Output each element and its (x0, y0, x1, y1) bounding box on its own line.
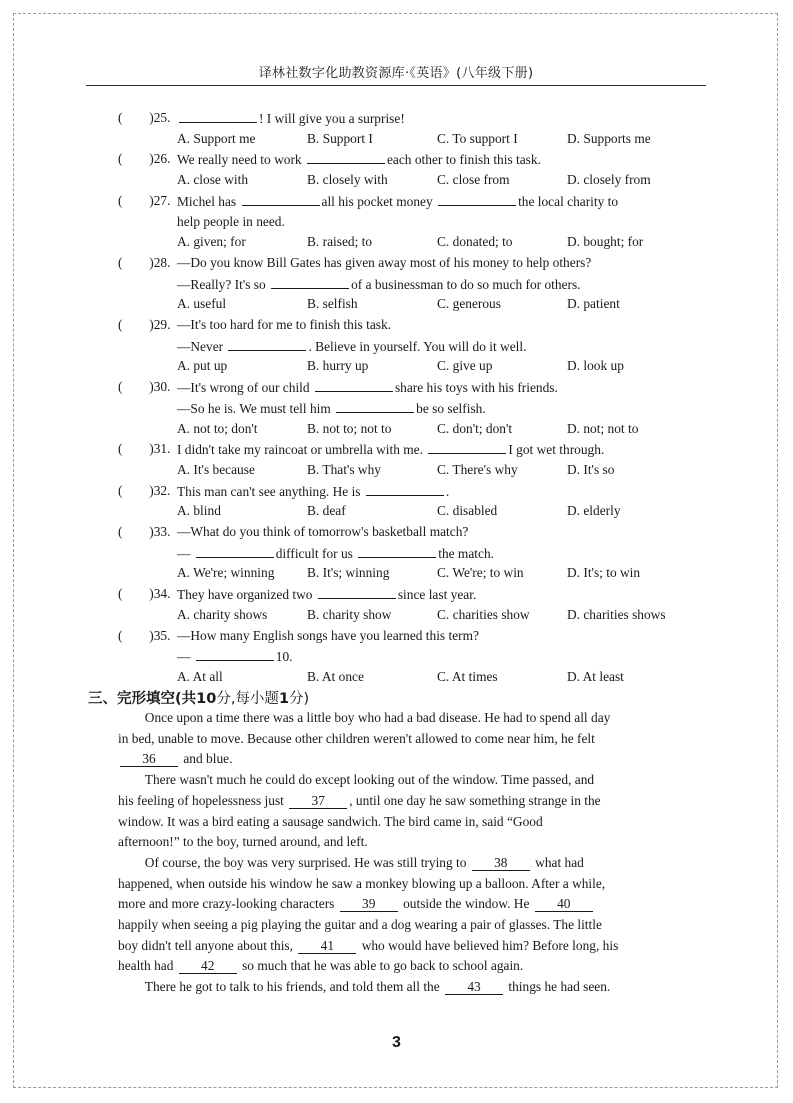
question-text-segment: . Believe in yourself. You will do it well. (308, 338, 527, 354)
answer-option[interactable]: C. don't; don't (437, 420, 513, 436)
answer-option[interactable]: C. disabled (437, 503, 498, 519)
passage-text: boy didn't tell anyone about this, (118, 937, 297, 953)
passage-line (118, 814, 543, 830)
question-number: ( )31. (118, 441, 171, 457)
cloze-blank-38[interactable]: 38 (472, 856, 530, 871)
answer-blank[interactable] (366, 483, 444, 496)
answer-option[interactable]: A. Support me (177, 130, 256, 146)
page-header: 译林社数字化助教资源库·《英语》(八年级下册) (258, 66, 534, 81)
answer-option[interactable]: A. charity shows (177, 606, 268, 622)
question-text-segment: each other to finish this task. (386, 152, 541, 168)
question-number: ( )26. (118, 151, 171, 167)
answer-option[interactable]: D. patient (567, 296, 620, 312)
question-number: ( )25. (118, 110, 171, 125)
question-number: ( )34. (118, 586, 171, 602)
answer-option[interactable]: B. That's why (307, 461, 381, 477)
answer-option[interactable]: C. generous (437, 296, 501, 312)
question-text (177, 255, 591, 271)
question-text-segment: help people in need. (177, 213, 285, 229)
answer-blank[interactable] (271, 276, 349, 289)
question-number: ( )32. (118, 482, 171, 498)
question-text-segment: —It's too hard for me to finish this task. (177, 317, 392, 332)
answer-blank[interactable] (318, 586, 396, 599)
question-text (177, 524, 468, 540)
cloze-blank-40[interactable]: 40 (535, 897, 593, 912)
question-text-segment: — (177, 649, 191, 665)
section-point-each: 1 (278, 691, 290, 707)
answer-blank[interactable] (196, 545, 274, 558)
answer-option[interactable]: B. raised; to (307, 234, 373, 250)
question-text-segment: 10. (275, 649, 293, 665)
passage-line (118, 979, 610, 995)
question-text-segment: —Never (177, 338, 224, 354)
passage-line (118, 731, 595, 747)
answer-option[interactable]: A. At all (177, 668, 223, 684)
passage-text: , until one day he saw something strange in the (349, 792, 601, 808)
passage-line (118, 855, 584, 871)
cloze-blank-39[interactable]: 39 (340, 897, 398, 912)
passage-line (118, 958, 523, 974)
answer-option[interactable]: D. closely from (567, 172, 651, 188)
passage-line (118, 896, 595, 912)
answer-option[interactable]: D. not; not to (567, 420, 639, 436)
passage-text: who would have believed him? Before long, his (358, 937, 619, 953)
question-number: ( )30. (118, 379, 171, 395)
passage-text: what had (531, 854, 584, 870)
passage-text: There wasn't much he could do except looking out of the window. Time passed, and (118, 772, 595, 788)
passage-line (118, 772, 594, 788)
answer-option[interactable]: A. given; for (177, 234, 246, 250)
question-text-segment: all his pocket money (321, 193, 433, 209)
question-text-segment: I got wet through. (508, 442, 605, 458)
answer-blank[interactable] (196, 648, 274, 661)
question-text-segment: difficult for us (275, 545, 353, 561)
answer-option[interactable]: A. not to; don't (177, 420, 258, 436)
answer-blank[interactable] (428, 441, 506, 454)
question-text-segment: —So he is. We must tell him (177, 400, 331, 416)
question-text (177, 483, 449, 500)
passage-line (118, 876, 605, 892)
answer-option[interactable]: C. At times (437, 668, 498, 684)
question-text-segment: — (177, 545, 191, 561)
section-title (88, 687, 309, 708)
question-number: ( )35. (118, 627, 171, 643)
question-text-segment: . (445, 483, 450, 499)
answer-option[interactable]: D. charities shows (567, 606, 666, 622)
question-text-segment: ! I will give you a surprise! (259, 111, 405, 126)
section-title-mid: 分,每小题 (216, 691, 279, 707)
passage-text: things he had seen. (505, 979, 611, 995)
question-text (177, 276, 581, 293)
question-text (177, 628, 479, 644)
cloze-blank-41[interactable]: 41 (298, 939, 356, 954)
question-text (177, 193, 618, 210)
question-number: ( )27. (118, 192, 171, 208)
question-text-segment: the local charity to (518, 193, 619, 209)
question-text (177, 545, 494, 562)
passage-text: happened, when outside his window he saw a monkey blowing up a balloon. After a while, (118, 875, 606, 891)
question-text-segment: —It's wrong of our child (177, 380, 310, 396)
answer-option[interactable]: C. close from (437, 172, 510, 188)
section-title-end: 分) (289, 691, 310, 707)
passage-text: outside the window. He (399, 896, 533, 912)
answer-blank[interactable] (242, 193, 320, 206)
passage-text: window. It was a bird eating a sausage sandwich. The bird came in, said “Good (118, 813, 543, 829)
answer-option[interactable]: B. charity show (307, 606, 392, 622)
answer-option[interactable]: D. Supports me (567, 130, 651, 146)
question-text (177, 441, 604, 458)
cloze-blank-43[interactable]: 43 (445, 980, 503, 995)
question-text (177, 648, 293, 665)
passage-line (118, 917, 602, 933)
question-text (177, 586, 476, 603)
passage-text: afternoon!” to the boy, turned around, and left. (118, 834, 368, 850)
question-text-segment: —Really? It's so (177, 276, 266, 292)
answer-option[interactable]: A. close with (177, 172, 249, 188)
question-text (177, 379, 558, 396)
passage-text: Of course, the boy was very surprised. He was still trying to (118, 854, 470, 870)
cloze-blank-42[interactable]: 42 (179, 959, 237, 974)
question-text-segment: I didn't take my raincoat or umbrella with me. (177, 442, 423, 458)
answer-option[interactable]: A. We're; winning (177, 565, 275, 581)
question-text-segment: —How many English songs have you learned this term? (177, 627, 479, 643)
question-text-segment: —Do you know Bill Gates has given away most of his money to help others? (177, 254, 592, 270)
question-text (177, 338, 526, 355)
question-text-segment: since last year. (397, 587, 477, 603)
answer-option[interactable]: C. There's why (437, 461, 518, 477)
answer-blank[interactable] (336, 400, 414, 413)
passage-text: so much that he was able to go back to school again. (238, 958, 524, 974)
answer-option[interactable]: A. It's because (177, 461, 255, 477)
answer-option[interactable]: A. put up (177, 358, 228, 374)
answer-option[interactable]: B. closely with (307, 172, 388, 188)
header-rule (86, 85, 706, 86)
passage-line (118, 793, 601, 809)
answer-blank[interactable] (228, 338, 306, 351)
answer-option[interactable]: B. not to; not to (307, 420, 392, 436)
answer-option[interactable]: B. Support I (307, 130, 373, 146)
question-text-segment: —What do you think of tomorrow's basketball match? (177, 524, 469, 539)
question-text-segment: We really need to work (177, 152, 302, 168)
question-number: ( )33. (118, 524, 171, 539)
question-text (177, 400, 486, 417)
cloze-blank-36[interactable]: 36 (120, 752, 178, 767)
question-text (177, 151, 541, 168)
section-title-start: 三、完形填空(共 (88, 691, 197, 707)
question-text-segment: of a businessman to do so much for others. (351, 276, 581, 292)
question-text (177, 317, 391, 333)
passage-text: his feeling of hopelessness just (118, 792, 288, 808)
answer-option[interactable]: D. look up (567, 358, 624, 374)
cloze-blank-37[interactable]: 37 (289, 794, 347, 809)
answer-option[interactable]: B. deaf (307, 503, 346, 519)
question-text-segment: Michel has (177, 193, 237, 209)
passage-line (118, 710, 610, 726)
passage-text: health had (118, 958, 177, 974)
passage-line (118, 938, 618, 954)
question-text (177, 110, 405, 127)
answer-option[interactable]: B. It's; winning (307, 565, 390, 581)
answer-option[interactable]: C. give up (437, 358, 493, 374)
answer-blank[interactable] (438, 193, 516, 206)
passage-line (118, 834, 368, 850)
question-text (177, 214, 285, 230)
answer-blank[interactable] (179, 110, 257, 123)
answer-option[interactable]: C. To support I (437, 130, 518, 146)
question-text-segment: share his toys with his friends. (394, 380, 558, 396)
passage-text: in bed, unable to move. Because other children weren't allowed to come near him, he felt (118, 730, 595, 746)
passage-text: happily when seeing a pig playing the guitar and a dog wearing a pair of glasses. The little (118, 917, 602, 932)
page-number: 3 (392, 1034, 401, 1051)
answer-option[interactable]: B. hurry up (307, 358, 369, 374)
question-number: ( )28. (118, 254, 171, 270)
answer-option[interactable]: D. It's; to win (567, 565, 641, 581)
passage-text: and blue. (180, 751, 233, 767)
passage-text: more and more crazy-looking characters (118, 896, 338, 912)
answer-option[interactable]: D. It's so (567, 461, 615, 477)
answer-blank[interactable] (315, 379, 393, 392)
answer-option[interactable]: D. elderly (567, 503, 621, 519)
answer-option[interactable]: B. selfish (307, 296, 358, 312)
answer-option[interactable]: B. At once (307, 668, 364, 684)
passage-text: Once upon a time there was a little boy who had a bad disease. He had to spend all day (118, 710, 611, 725)
question-text-segment: They have organized two (177, 587, 313, 603)
answer-option[interactable]: D. bought; for (567, 234, 644, 250)
answer-blank[interactable] (307, 151, 385, 164)
answer-option[interactable]: C. donated; to (437, 234, 513, 250)
answer-option[interactable]: A. blind (177, 503, 221, 519)
answer-blank[interactable] (358, 545, 436, 558)
passage-line (118, 751, 232, 767)
section-point-count: 10 (196, 691, 217, 707)
answer-option[interactable]: C. charities show (437, 606, 530, 622)
answer-option[interactable]: D. At least (567, 668, 624, 684)
question-number: ( )29. (118, 317, 171, 332)
passage-text: There he got to talk to his friends, and told them all the (118, 979, 444, 995)
answer-option[interactable]: A. useful (177, 296, 227, 312)
question-text-segment: This man can't see anything. He is (177, 483, 361, 499)
question-text-segment: be so selfish. (416, 400, 486, 416)
question-text-segment: the match. (438, 545, 494, 561)
answer-option[interactable]: C. We're; to win (437, 565, 524, 581)
